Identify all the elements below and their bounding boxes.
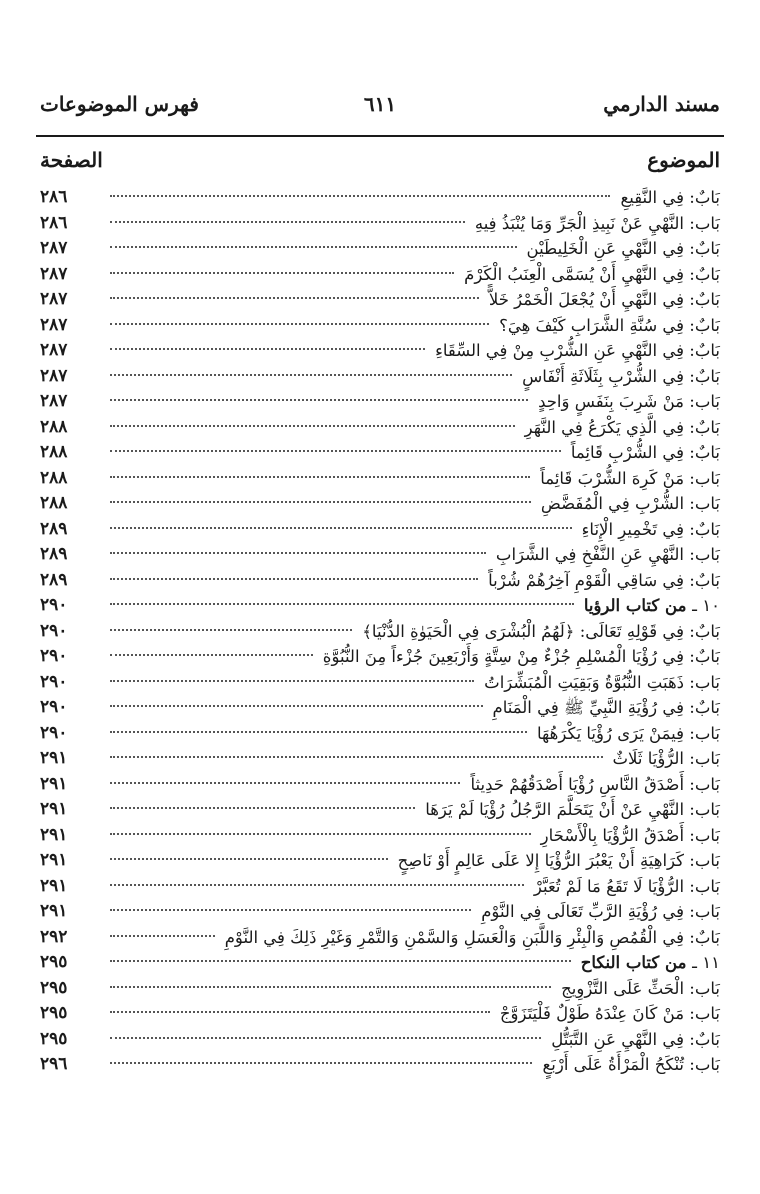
toc-entry-title: فِي الشُّرْبِ قَائِماً — [570, 443, 685, 462]
toc-entry-title: فِي الَّذِي يَكْرَعُ فِي النَّهَرِ — [524, 417, 685, 437]
toc-entry — [40, 491, 720, 517]
toc-entry-label — [541, 823, 720, 849]
toc-entry-prefix: بَابٌ: — [689, 188, 720, 207]
toc-entry-title: النَّهْيِ عَنِ النَّفْخِ فِي الشَّرَابِ — [495, 545, 685, 564]
toc-entry-page: ٢٨٨ — [40, 493, 68, 513]
leader-dots — [110, 476, 530, 478]
toc-entry-page: ٢٩١ — [40, 850, 68, 870]
toc-entry-page: ٢٨٩ — [40, 518, 68, 539]
toc-entry — [40, 695, 720, 721]
leader-dots — [110, 731, 527, 733]
header-rule — [36, 135, 724, 137]
toc-entry-title: فِي النَّهْيِ عَنِ التَّبَتُّلِ — [551, 1029, 685, 1049]
toc-entry-prefix: بَابٌ: — [689, 570, 720, 590]
topic-column-header: الموضوع — [647, 148, 720, 172]
toc-entry-title: فِي سَاقِي الْقَوْمِ آخِرُهُمْ شُرْباً — [488, 570, 685, 590]
leader-dots — [110, 833, 531, 835]
toc-entry-title: فِي النَّهْيِ عَنِ الشُّرْبِ مِنْ فِي السِّقَاءِ — [435, 341, 685, 360]
toc-entry-title: كَرَاهِيَةِ أَنْ يَعْبُرَ الرُّؤْيَا إِلا عَلَى عَالِمٍ أَوْ نَاصِحٍ — [397, 851, 685, 870]
toc-entry — [40, 287, 720, 313]
toc-entry — [40, 338, 720, 364]
leader-dots — [110, 680, 474, 682]
toc-entry-page: ٢٨٧ — [40, 365, 68, 386]
toc-entry-page: ٢٩٠ — [40, 646, 68, 666]
toc-entry-prefix: ١١ ـ — [692, 953, 720, 972]
toc-entry-page: ٢٩٠ — [40, 722, 68, 743]
toc-entry-label — [534, 874, 720, 900]
toc-entry-page: ٢٩١ — [40, 799, 68, 819]
toc-entry-page: ٢٩١ — [40, 748, 68, 768]
toc-entry-page: ٢٩١ — [40, 824, 68, 845]
toc-entry — [40, 185, 720, 211]
toc-entry-title: أَصْدَقُ الرُّؤْيَا بِالْأَسْحَارِ — [540, 825, 685, 845]
toc-entry-page: ٢٩١ — [40, 773, 68, 794]
toc-entry-label — [398, 848, 720, 874]
toc-entry — [40, 1001, 720, 1027]
toc-entry-prefix: بَابٌ: — [689, 341, 720, 360]
toc-entry-label — [500, 1001, 720, 1027]
toc-entry-label — [488, 568, 720, 594]
leader-dots — [110, 348, 425, 350]
toc-entry-label — [584, 593, 720, 619]
toc-entry — [40, 746, 720, 772]
toc-entry — [40, 1027, 720, 1053]
toc-entry-page: ٢٨٨ — [40, 416, 68, 437]
toc-section-heading — [40, 593, 720, 619]
column-headers — [40, 148, 720, 180]
toc-entry-title: النَّهْيِ عَنْ أَنْ يَتَحَلَّمَ الرَّجُلُ رُؤْيَا لَمْ يَرَهَا — [425, 800, 685, 819]
toc-entry-title: مَنْ شَرِبَ بِنَفَسٍ وَاحِدٍ — [538, 392, 685, 411]
toc-entry-prefix: بَابٌ: — [689, 443, 720, 462]
toc-entry-prefix: بَاب: — [689, 876, 720, 896]
leader-dots — [110, 578, 478, 580]
leader-dots — [110, 272, 454, 274]
toc-entry — [40, 262, 720, 288]
toc-entry-page: ٢٩٠ — [40, 620, 68, 641]
toc-entry-page: ٢٩٢ — [40, 926, 68, 947]
toc-entry-label — [613, 746, 721, 772]
toc-entry-prefix: بَاب: — [689, 749, 720, 768]
toc-entry — [40, 899, 720, 925]
toc-entry — [40, 542, 720, 568]
toc-entry-title: فِي النَّقِيعِ — [620, 188, 685, 207]
toc-entry-page: ٢٨٧ — [40, 263, 68, 284]
toc-entry-page: ٢٩١ — [40, 875, 68, 896]
toc-entry — [40, 364, 720, 390]
running-header — [40, 92, 720, 128]
toc-entry-page: ٢٨٨ — [40, 442, 68, 462]
toc-entry — [40, 440, 720, 466]
toc-entry-prefix: بَاب: — [689, 851, 720, 870]
leader-dots — [110, 399, 528, 401]
toc-entry-prefix: بَاب: — [689, 672, 720, 692]
toc-entry-prefix: بَابٌ: — [689, 417, 720, 437]
toc-entry-page: ٢٩٠ — [40, 595, 68, 615]
toc-entry-prefix: بَاب: — [689, 494, 720, 513]
toc-entry-title: الرُّؤْيَا ثَلَاثٌ — [612, 749, 685, 768]
toc-entry — [40, 1052, 720, 1078]
leader-dots — [110, 782, 460, 784]
toc-entry-page: ٢٩٦ — [40, 1054, 68, 1074]
leader-dots — [110, 858, 388, 860]
toc-entry-title: من كتاب النكاح — [580, 953, 687, 972]
leader-dots — [110, 450, 561, 452]
toc-entry-page: ٢٨٦ — [40, 187, 68, 207]
toc-entry-title: الرُّؤْيَا لَا تَقَعُ مَا لَمْ تُعَبَّرْ — [533, 876, 685, 896]
toc-entry-page: ٢٩١ — [40, 901, 68, 921]
toc-entry-page: ٢٨٦ — [40, 212, 68, 233]
toc-entry — [40, 644, 720, 670]
toc-entry-prefix: بَاب: — [689, 774, 720, 794]
toc-entry — [40, 670, 720, 696]
toc-entry — [40, 517, 720, 543]
toc-entry-page: ٢٩٠ — [40, 671, 68, 692]
toc-entry-page: ٢٩٥ — [40, 952, 68, 972]
toc-entry-title: فِي النَّهْيِ أَنْ يُسَمَّى الْعِنَبُ الْكَرْمَ — [464, 264, 685, 284]
leader-dots — [110, 807, 415, 809]
toc-entry — [40, 823, 720, 849]
toc-entry-prefix: بَابٌ: — [689, 927, 720, 947]
toc-entry — [40, 848, 720, 874]
toc-entry-prefix: بَاب: — [689, 902, 720, 921]
toc-entry-title: فِي رُؤْيَةِ الرَّبِّ تَعَالَى فِي النَّوْمِ — [481, 902, 685, 921]
toc-entry-prefix: بَابٌ: — [689, 698, 720, 717]
toc-entry-prefix: بَاب: — [689, 468, 720, 488]
toc-entry-prefix: بَابٌ: — [689, 264, 720, 284]
toc-entry-label — [540, 466, 720, 492]
toc-entry-label — [527, 236, 720, 262]
toc-entry — [40, 415, 720, 441]
toc-entry-label — [362, 619, 720, 645]
toc-entry-prefix: بَاب: — [689, 392, 720, 411]
toc-entry-prefix: بَابٌ: — [689, 647, 720, 666]
toc-entry-label — [470, 772, 720, 798]
toc-entry-label — [525, 415, 720, 441]
toc-entry-label — [571, 440, 720, 466]
toc-entry-title: فِي الشُّرْبِ بِثَلَاثَةِ أَنْفَاسٍ — [522, 366, 685, 386]
toc-entry-title: فِي رُؤْيَةِ النَّبِيِّ ﷺ فِي الْمَنَامِ — [492, 698, 685, 717]
leader-dots — [110, 425, 515, 427]
leader-dots — [110, 1062, 532, 1064]
toc-entry-prefix: بَابٌ: — [689, 1029, 720, 1049]
toc-entry — [40, 619, 720, 645]
toc-entry-prefix: بَاب: — [689, 800, 720, 819]
leader-dots — [110, 195, 610, 197]
toc-entry-prefix: بَابٌ: — [689, 290, 720, 309]
toc-entry-label — [551, 1027, 720, 1053]
toc-entry — [40, 874, 720, 900]
leader-dots — [110, 1037, 541, 1039]
toc-entry — [40, 721, 720, 747]
leader-dots — [110, 909, 471, 911]
book-title: مسند الدارمي — [603, 92, 720, 116]
toc-entry-label — [425, 797, 720, 823]
toc-entry-page: ٢٨٧ — [40, 340, 68, 360]
leader-dots — [110, 629, 352, 631]
toc-entry-title: مَنْ كَانَ عِنْدَهُ طَوْلٌ فَلْيَتَزَوَّجْ — [499, 1004, 685, 1023]
toc-entry-label — [541, 491, 720, 517]
toc-section-heading — [40, 950, 720, 976]
toc-entry-label — [225, 925, 720, 951]
toc-entry-label — [496, 542, 720, 568]
toc-entry-label — [475, 211, 720, 237]
toc-entry-page: ٢٨٧ — [40, 391, 68, 411]
toc-entry-prefix: بَاب: — [689, 723, 720, 743]
leader-dots — [110, 705, 483, 707]
toc-entry-page: ٢٩٥ — [40, 977, 68, 998]
toc-entry-label — [538, 389, 720, 415]
toc-entry-label — [620, 185, 720, 211]
toc-entry-title: فِي قَوْلِهِ تَعَالَى: ﴿لَهُمُ الْبُشْرَى فِي الْحَيَوٰةِ الدُّنْيَا﴾ — [362, 621, 685, 641]
toc-entry-label — [522, 364, 720, 390]
toc-entry-prefix: بَابٌ: — [689, 366, 720, 386]
toc-entry-label — [561, 976, 720, 1002]
leader-dots — [110, 552, 486, 554]
toc-entry-title: فِي الْقُمُصِ وَالْبِئْرِ وَاللَّبَنِ وَالْعَسَلِ وَالسَّمْنِ وَالتَّمْرِ وَغَيْرِ ذَلِكَ فِي النَّوْمِ — [224, 927, 685, 947]
leader-dots — [110, 986, 551, 988]
toc-entry-label — [484, 670, 720, 696]
leader-dots — [110, 603, 574, 605]
leader-dots — [110, 501, 531, 503]
leader-dots — [110, 246, 517, 248]
toc-entry-label — [435, 338, 720, 364]
toc-entry-page: ٢٨٧ — [40, 238, 68, 258]
toc-entry — [40, 389, 720, 415]
page-number: ٦١١ — [363, 92, 397, 116]
toc-entry-prefix: بَاب: — [689, 978, 720, 998]
toc-entry-title: تُنْكَحُ الْمَرْأَةُ عَلَى أَرْبَعٍ — [542, 1055, 685, 1074]
toc-entry-prefix: بَابٌ: — [689, 239, 720, 258]
toc-entry-title: أَصْدَقُ النَّاسِ رُؤْيَا أَصْدَقُهُمْ حَدِيثاً — [470, 774, 685, 794]
toc-entry — [40, 211, 720, 237]
toc-entry — [40, 772, 720, 798]
toc-entry-page: ٢٨٨ — [40, 467, 68, 488]
toc-entry-label — [542, 1052, 720, 1078]
toc-entry-prefix: بَابٌ: — [689, 621, 720, 641]
toc-entry-page: ٢٨٧ — [40, 314, 68, 335]
leader-dots — [110, 960, 571, 962]
toc-entry-label — [582, 517, 720, 543]
toc-entry — [40, 568, 720, 594]
toc-list — [40, 185, 720, 1078]
toc-entry-title: مَنْ كَرِهَ الشُّرْبَ قَائِماً — [540, 468, 685, 488]
toc-entry-label — [581, 950, 720, 976]
toc-entry-title: الشُّرْبِ فِي الْمُفَضَّضِ — [540, 494, 685, 513]
toc-entry — [40, 313, 720, 339]
toc-entry-label — [481, 899, 720, 925]
toc-entry-prefix: بَاب: — [689, 1004, 720, 1023]
toc-entry-title: النَّهْيِ عَنْ نَبِيذِ الْجَرِّ وَمَا يُنْبَذُ فِيهِ — [474, 213, 685, 233]
toc-entry-label — [537, 721, 720, 747]
toc-entry-title: فِي النَّهْيِ أَنْ يُجْعَلَ الْخَمْرُ خَلاًّ — [488, 290, 685, 309]
leader-dots — [110, 374, 512, 376]
toc-entry-label — [493, 695, 720, 721]
toc-entry-prefix: بَاب: — [689, 213, 720, 233]
toc-entry — [40, 466, 720, 492]
toc-entry — [40, 236, 720, 262]
toc-entry — [40, 976, 720, 1002]
toc-entry-title: ذَهَبَتِ النُّبُوَّةُ وَبَقِيَتِ الْمُبَشِّرَاتُ — [484, 672, 685, 692]
toc-entry-page: ٢٩٥ — [40, 1028, 68, 1049]
section-title: فهرس الموضوعات — [40, 92, 199, 116]
leader-dots — [110, 297, 479, 299]
toc-entry-title: فِي تَخْمِيرِ الْإِنَاءِ — [581, 519, 685, 539]
toc-entry-title: فِي النَّهْيِ عَنِ الْخَلِيطَيْنِ — [526, 239, 685, 258]
toc-entry-prefix: بَاب: — [689, 545, 720, 564]
toc-entry-prefix: بَابٌ: — [689, 315, 720, 335]
toc-entry-prefix: بَابٌ: — [689, 519, 720, 539]
leader-dots — [110, 935, 215, 937]
toc-entry-label — [323, 644, 720, 670]
toc-entry-label — [489, 287, 720, 313]
toc-entry-title: فِي رُؤْيَا الْمُسْلِمِ جُزْءٌ مِنْ سِتَّةٍ وَأَرْبَعِينَ جُزْءاً مِنَ النُّبُوَّةِ — [322, 647, 685, 666]
leader-dots — [110, 756, 603, 758]
toc-entry-page: ٢٨٩ — [40, 544, 68, 564]
leader-dots — [110, 221, 465, 223]
toc-entry-label — [499, 313, 720, 339]
leader-dots — [110, 323, 489, 325]
toc-entry-page: ٢٩٥ — [40, 1003, 68, 1023]
toc-entry-page: ٢٨٧ — [40, 289, 68, 309]
toc-entry-page: ٢٨٩ — [40, 569, 68, 590]
leader-dots — [110, 884, 524, 886]
toc-entry-prefix: بَاب: — [689, 1055, 720, 1074]
leader-dots — [110, 1011, 490, 1013]
toc-entry-title: فِيمَنْ يَرَى رُؤْيَا يَكْرَهُهَا — [537, 723, 685, 743]
toc-entry-title: الْحَثِّ عَلَى التَّزْوِيجِ — [561, 978, 685, 998]
toc-entry — [40, 797, 720, 823]
leader-dots — [110, 527, 572, 529]
page-column-header: الصفحة — [40, 148, 103, 172]
toc-entry — [40, 925, 720, 951]
toc-entry-prefix: ١٠ ـ — [692, 596, 720, 615]
toc-entry-label — [464, 262, 720, 288]
toc-entry-title: فِي سُنَّةِ الشَّرَابِ كَيْفَ هِيَ؟ — [499, 315, 685, 335]
toc-entry-page: ٢٩٠ — [40, 697, 68, 717]
toc-entry-title: من كتاب الرؤيا — [583, 596, 687, 615]
leader-dots — [110, 654, 313, 656]
toc-entry-prefix: بَاب: — [689, 825, 720, 845]
